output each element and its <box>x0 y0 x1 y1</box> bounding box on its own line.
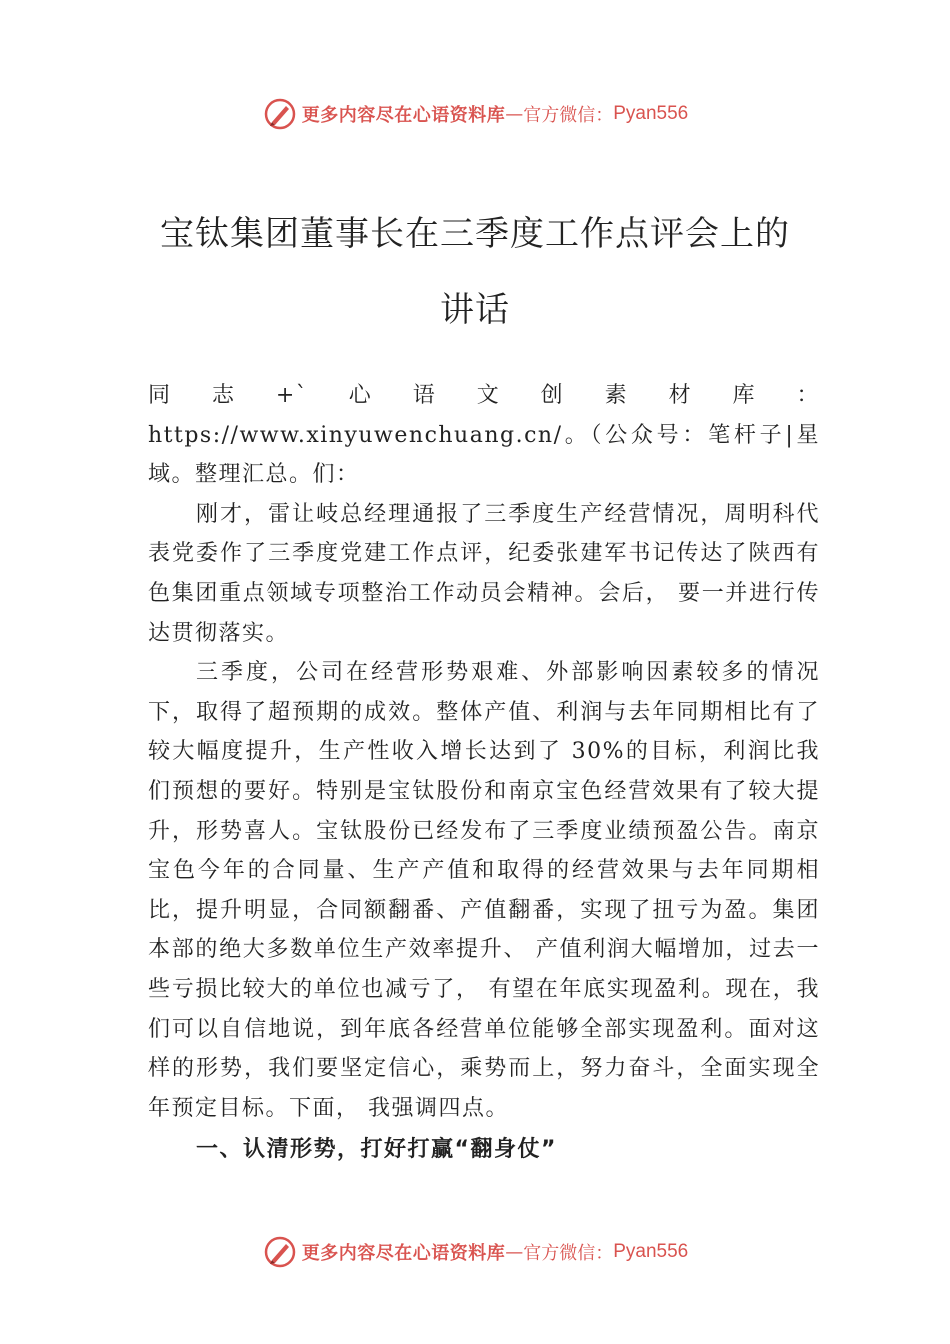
pen-logo-icon <box>262 96 298 132</box>
greeting-paragraph: 同志+`心语文创素材库：https://www.xinyuwenchuang.cn/。（公众号：笔杆子|星域。整理汇总。们： <box>148 383 820 488</box>
document-title <box>0 196 950 348</box>
banner-label: 官方微信： <box>523 1243 614 1264</box>
banner-wechat-id: Pyan556 <box>613 103 689 124</box>
paragraph-2: 三季度，公司在经营形势艰难、外部影响因素较多的情况下，取得了超预期的成效。整体产值、利润与去年同期相比有了较大幅度提升，生产性收入增长达到了 30%的目标，利润比我们预想的要好。特别是宝钛股份和南京宝色经营效果有了较大提升，形势喜人。宝钛股份已经发布了三季度业绩预盈公告。南京宝色今年的合同量、生产产值和取得的经营效果与去年同期相比，提升明显，合同额翻番、产值翻番，实现了扭亏为盈。集团本部的绝大多数单位生产效率提升、 产值利润大幅增加，过去一些亏损比较大的单位也减亏了， 有望在年底实现盈利。现在，我们可以自信地说，到年底各经营单位能够全部实现盈利。面对这样的形势，我们要坚定信心，乘势而上，努力奋斗，全面实现全年预定目标。下面， 我强调四点。 <box>148 660 820 1121</box>
banner-wechat-id: Pyan556 <box>613 1241 689 1262</box>
banner-main-text: 更多内容尽在心语资料库 <box>301 1243 506 1264</box>
top-watermark-banner <box>0 94 950 134</box>
bottom-watermark-banner <box>0 1232 950 1272</box>
banner-separator: — <box>505 103 524 125</box>
banner-label: 官方微信： <box>523 105 614 126</box>
title-line-2: 讲话 <box>440 290 510 330</box>
paragraph-1: 刚才，雷让岐总经理通报了三季度生产经营情况，周明科代表党委作了三季度党建工作点评，纪委张建军书记传达了陕西有色集团重点领域专项整治工作动员会精神。会后， 要一并进行传达贯彻落实。 <box>148 501 820 646</box>
title-line-1: 宝钛集团董事长在三季度工作点评会上的 <box>160 214 790 254</box>
banner-separator: — <box>505 1241 524 1263</box>
section-heading: 一、认清形势，打好打赢“翻身仗” <box>196 1137 557 1163</box>
pen-logo-icon <box>262 1234 298 1270</box>
banner-main-text: 更多内容尽在心语资料库 <box>301 105 506 126</box>
document-body <box>148 376 820 1170</box>
